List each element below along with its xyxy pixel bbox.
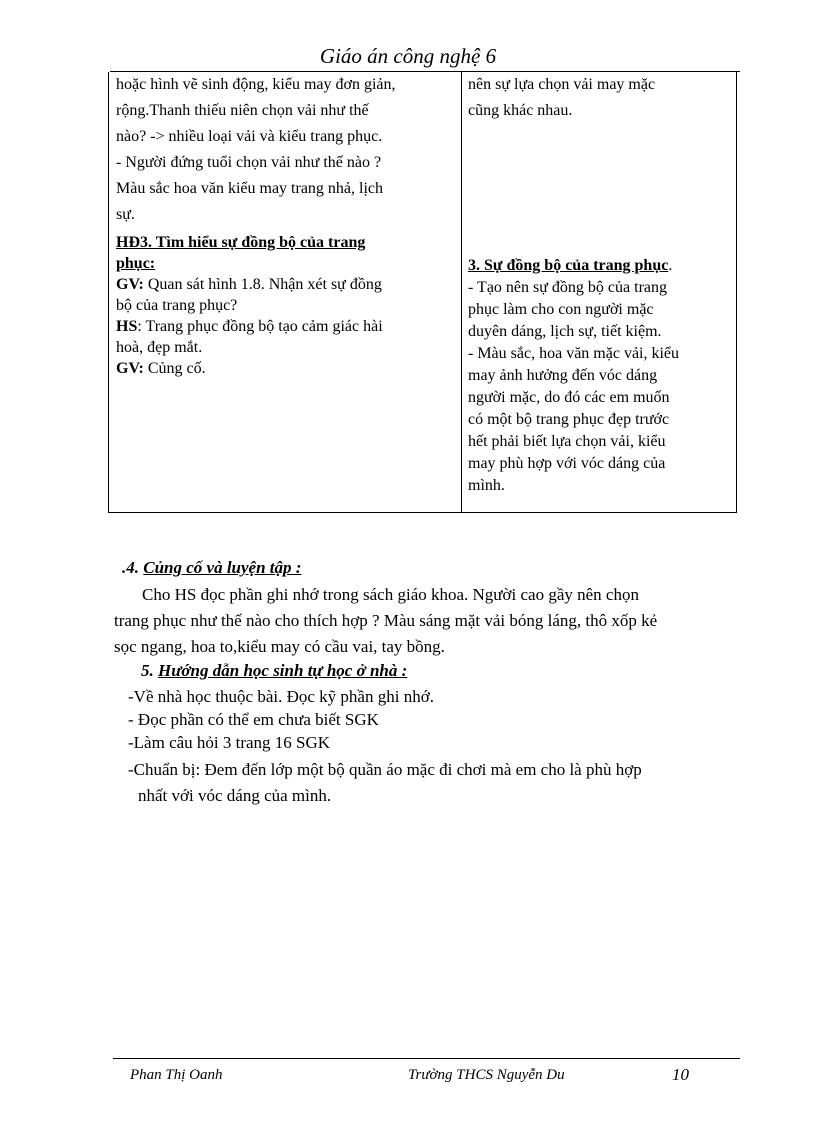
list-item: -Về nhà học thuộc bài. Đọc kỹ phần ghi nhớ. [128,687,434,706]
page-header-title: Giáo án công nghệ 6 [319,44,497,68]
section-4-number: .4. [122,558,144,577]
section-5-number: 5. [141,661,158,680]
text-line: có một bộ trang phục đẹp trước [468,411,670,428]
section-4-heading [122,557,722,579]
section-4-body [114,582,736,660]
gv2-line [116,358,456,379]
text-line: may ảnh hưởng đến vóc dáng [468,367,658,384]
section-4-title: Củng cố và luyện tập : [143,558,302,577]
text-line: hết phải biết lựa chọn vải, kiểu [468,433,666,450]
hs-label: HS [116,318,138,335]
text-line: Cho HS đọc phần ghi nhớ trong sách giáo khoa. Người cao gầy nên chọn [142,585,639,604]
text-line: người mặc, do đó các em muốn [468,389,670,406]
heading-period: . [668,257,673,274]
footer-rule [113,1058,740,1059]
section-5-heading [141,660,741,682]
text-line: - Tạo nên sự đồng bộ của trang [468,279,667,296]
section-3-heading: 3. Sự đồng bộ của trang phục [468,257,669,274]
text-line: mình. [468,477,505,494]
text-line: - Người đứng tuổi chọn vải như thế nào ? [116,154,382,171]
gv-text: Quan sát hình 1.8. Nhận xét sự đồng [143,276,382,293]
section-5-list [128,685,738,809]
text-line: sự. [116,206,135,223]
text-line: duyên dáng, lịch sự, tiết kiệm. [468,323,662,340]
text-line: - Màu sắc, hoa văn mặc vải, kiểu [468,345,680,362]
left-column-hd3 [116,232,456,379]
hs-line [116,316,456,337]
text-line: sọc ngang, hoa to,kiểu may có cầu vai, tay bồng. [114,637,445,656]
text-line: may phù hợp với vóc dáng của [468,455,666,472]
text-line: cũng khác nhau. [468,102,573,119]
text-line: trang phục như thế nào cho thích hợp ? Màu sáng mặt vải bóng láng, thô xốp kẻ [114,611,658,630]
section-5-title: Hướng dẫn học sinh tự học ở nhà : [158,661,408,680]
hd3-title: HĐ3. Tìm hiểu sự đồng bộ của trang [116,234,366,251]
gv-label: GV: [116,276,144,293]
footer-author: Phan Thị Oanh [130,1067,223,1083]
text-line: phục làm cho con người mặc [468,301,654,318]
right-column-body [468,255,730,497]
text-line: bộ của trang phục? [116,297,238,314]
text-line: Màu sắc hoa văn kiểu may trang nhả, lịch [116,180,384,197]
footer-page-number: 10 [672,1065,689,1084]
list-item: -Chuẩn bị: Đem đến lớp một bộ quần áo mặc đi chơi mà em cho là phù hợp [128,760,642,779]
hs-text: : Trang phục đồng bộ tạo cảm giác hài [137,318,383,335]
text-line: nào? -> nhiều loại vải và kiểu trang phục. [116,128,383,145]
gv-label: GV: [116,360,144,377]
text-line: hoặc hình vẽ sinh động, kiểu may đơn giản, [116,76,396,93]
table-column-divider [461,72,462,512]
gv-text: Củng cố. [143,360,206,377]
gv-line [116,274,456,295]
right-column-top [468,72,730,124]
list-item: -Làm câu hỏi 3 trang 16 SGK [128,733,331,752]
hd3-title: phục: [116,255,156,272]
footer-school: Trường THCS Nguyễn Du [408,1067,565,1083]
text-line: hoà, đẹp mắt. [116,339,203,356]
text-line: rộng.Thanh thiếu niên chọn vải như thế [116,102,369,119]
list-item: nhất với vóc dáng của mình. [138,786,332,805]
list-item: - Đọc phần có thể em chưa biết SGK [128,710,379,729]
left-column-top [116,72,456,228]
lesson-table [108,72,737,513]
text-line: nên sự lựa chọn vải may mặc [468,76,656,93]
